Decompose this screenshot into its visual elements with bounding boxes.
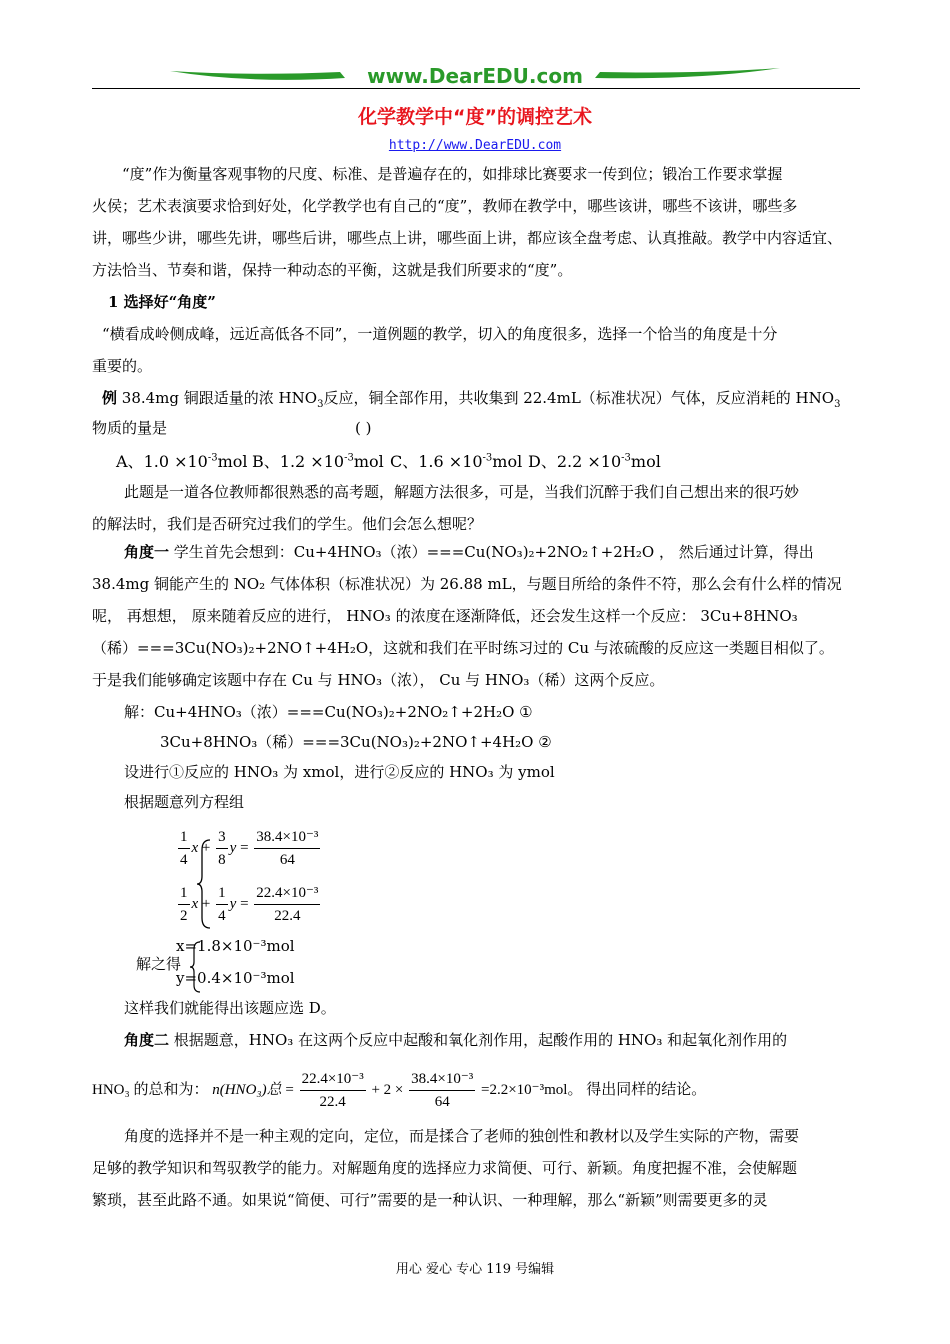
angle1-line-4: （稀）===3Cu(NO₃)₂+2NO↑+4H₂O，这就和我们在平时练习过的 Cu 与浓硫酸的反应这一类题目相似了。 <box>92 639 834 657</box>
result-brace-icon <box>188 940 202 994</box>
banner-logo <box>170 62 780 90</box>
angle1-line-2: 38.4mg 铜能产生的 NO₂ 气体体积（标准状况）为 26.88 mL，与题目所给的条件不符，那么会有什么样的情况 <box>92 575 842 593</box>
result-x: x=1.8×10⁻³mol <box>176 937 295 955</box>
closing-line-2: 足够的教学知识和驾驭教学的能力。对解题角度的选择应力求简便、可行、新颖。角度把握不准，会使解题 <box>92 1159 798 1177</box>
source-link[interactable]: http://www.DearEDU.com <box>388 138 562 153</box>
angle2-line-1: 角度二 根据题意，HNO₃ 在这两个反应中起酸和氧化剂作用，起酸作用的 HNO₃ 和起氧化剂作用的 <box>124 1031 788 1049</box>
intro-line-2: 火侯；艺术表演要求恰到好处，化学教学也有自己的“度”，教师在教学中，哪些该讲，哪些不该讲，哪些多 <box>92 197 798 215</box>
equation-1: 解：Cu+4HNO₃（浓）===Cu(NO₃)₂+2NO₂↑+2H₂O ① <box>124 703 533 721</box>
option-b: B、$1.2 \times 10^{-3}mol$ <box>252 452 384 471</box>
angle1-line-5: 于是我们能够确定该题中存在 Cu 与 HNO₃（浓）， Cu 与 HNO₃（稀）这两个反应。 <box>92 671 665 689</box>
intro-line-4: 方法恰当、节奏和谐，保持一种动态的平衡，这就是我们所要求的“度”。 <box>92 261 573 279</box>
para2-line-1: 此题是一道各位教师都很熟悉的高考题，解题方法很多，可是，当我们沉醉于我们自己想出来的很巧妙 <box>124 483 800 501</box>
angle1-line-3: 呢， 再想想， 原来随着反应的进行， HNO₃ 的浓度在逐渐降低，还会发生这样一个反应： 3Cu+8HNO₃ <box>92 607 798 625</box>
option-a: A、$1.0 \times 10^{-3}mol$ <box>116 452 248 471</box>
answer-bracket: ( ) <box>355 419 372 437</box>
page-footer: 用心 爱心 专心 119 号编辑 <box>395 1262 555 1277</box>
para2-line-2: 的解法时，我们是否研究过我们的学生。他们会怎么想呢？ <box>92 515 483 533</box>
closing-line-3: 繁琐，甚至此路不通。如果说“简便、可行”需要的是一种认识、一种理解，那么“新颖”则需要更多的灵 <box>92 1191 768 1209</box>
option-c: C、$1.6 \times 10^{-3}mol$ <box>390 452 523 471</box>
intro-line-3: 讲，哪些少讲，哪些先讲，哪些后讲，哪些点上讲，哪些面上讲，都应该全盘考虑、认真推敲。教学中内容适宜、 <box>92 229 843 247</box>
angle1-label: 角度一 <box>124 543 170 561</box>
formula-lhs: n(HNO₃)总 <box>212 1081 282 1098</box>
closing-line-1: 角度的选择并不是一种主观的定向，定位，而是揉合了老师的独创性和教材以及学生实际的产物，需要 <box>124 1127 800 1145</box>
conclusion: 这样我们就能得出该题应选 D。 <box>124 999 336 1017</box>
angle2-label: 角度二 <box>124 1031 170 1049</box>
example-label: 例 <box>102 389 118 407</box>
equation-2: 3Cu+8HNO₃（稀）===3Cu(NO₃)₂+2NO↑+4H₂O ② <box>160 733 552 751</box>
angle1-line-1: 角度一 学生首先会想到：Cu+4HNO₃（浓）===Cu(NO₃)₂+2NO₂↑+2H₂O ， 然后通过计算，得出 <box>124 543 814 561</box>
page-title: 化学教学中“度”的调控艺术 <box>358 106 592 128</box>
system-equation-2: $\frac{1}{2}$ x + $\frac{1}{4}$ y = $\frac{\text{22.4×10⁻³}}{22.4}$ <box>176 882 322 927</box>
example-line-1: 例 38.4mg 铜跟适量的浓 $HNO_3$反应，铜全部作用，共收集到 22.4mL（标准状况）气体，反应消耗的 $HNO_3$ <box>102 389 841 410</box>
angle2-formula-line: HNO₃ 的总和为： n(HNO₃)总 = $\frac{\text{22.4×10⁻³}}{22.4}$ + 2 × $\frac{\text{38.4×10⁻³}}{64}$ =2.2×10⁻³mol。 得出同样的结论。 <box>92 1068 706 1113</box>
system-equation-1: $\frac{1}{4}$ x + $\frac{3}{8}$ y = $\frac{\text{38.4×10⁻³}}{64}$ <box>176 826 322 871</box>
variable-setup: 设进行①反应的 HNO₃ 为 xmol，进行②反应的 HNO₃ 为 ymol <box>124 763 555 781</box>
result-y: y=0.4×10⁻³mol <box>176 969 295 987</box>
option-d: D、$2.2 \times 10^{-3}mol$ <box>528 452 661 471</box>
system-intro: 根据题意列方程组 <box>124 793 245 811</box>
header-rule <box>92 88 860 89</box>
intro-line-1: “度”作为衡量客观事物的尺度、标准、是普遍存在的，如排球比赛要求一传到位；锻冶工作要求掌握 <box>122 165 783 183</box>
section1-line-2: 重要的。 <box>92 357 153 375</box>
result-label: 解之得 <box>136 955 182 973</box>
example-line-2: 物质的量是 <box>92 419 168 437</box>
section1-line-1: “横看成岭侧成峰，远近高低各不同”，一道例题的教学，切入的角度很多，选择一个恰当的角度是十分 <box>102 325 778 343</box>
banner-text: www.DearEDU.com <box>367 64 583 88</box>
section-heading: 1 选择好“角度” <box>108 293 216 311</box>
